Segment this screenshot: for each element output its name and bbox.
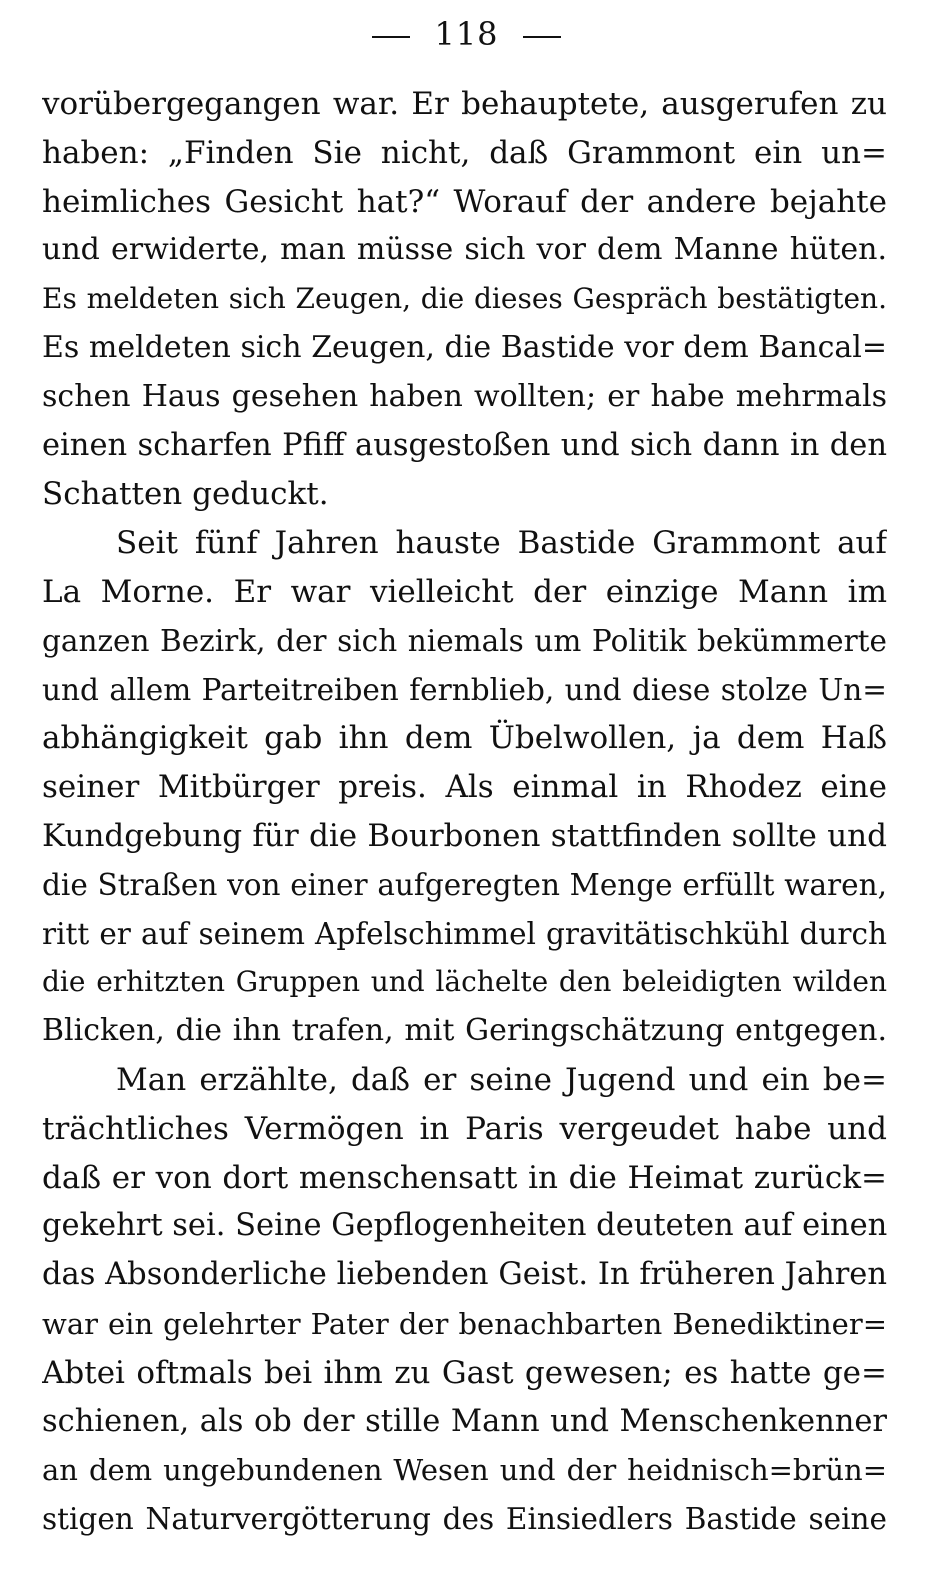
text-line: Abtei oftmals bei ihm zu Gast gewesen; es hatte ge= (42, 1354, 887, 1391)
text-line: trächtliches Vermögen in Paris vergeudet habe und (42, 1110, 887, 1147)
text-line: Blicken, die ihn trafen, mit Geringschätzung entgegen. (42, 1013, 887, 1049)
text-line: Man erzählte, daß er seine Jugend und ein be= (116, 1061, 887, 1098)
text-line: abhängigkeit gab ihn dem Übelwollen, ja dem Haß (42, 720, 887, 757)
text-line: war ein gelehrter Pater der benachbarten Benediktiner= (42, 1306, 887, 1341)
text-line: schen Haus gesehen haben wollten; er habe mehrmals (42, 378, 887, 414)
page-header (0, 14, 933, 54)
text-line: daß er von dort menschensatt in die Heimat zurück= (42, 1159, 887, 1196)
text-line: gekehrt sei. Seine Gepflogenheiten deuteten auf einen (42, 1208, 887, 1244)
text-line: und erwiderte, man müsse sich vor dem Manne hüten. (42, 232, 887, 268)
text-line: vorübergegangen war. Er behauptete, ausgerufen zu (42, 86, 887, 122)
text-line: und allem Parteitreiben fernblieb, und diese stolze Un= (42, 672, 887, 707)
text-line: haben: „Finden Sie nicht, daß Grammont ein un= (42, 134, 887, 171)
text-line: heimliches Gesicht hat?“ Worauf der andere bejahte (42, 183, 887, 220)
text-line: an dem ungebundenen Wesen und der heidnisch=brün= (42, 1453, 887, 1488)
text-line: seiner Mitbürger preis. Als einmal in Rhodez eine (42, 769, 887, 806)
text-line: die Straßen von einer aufgeregten Menge erfüllt waren, (42, 867, 887, 902)
text-line: ganzen Bezirk, der sich niemals um Politik bekümmerte (42, 623, 887, 658)
right-dash (523, 36, 561, 38)
text-line: die erhitzten Gruppen und lächelte den beleidigten wilden (42, 965, 887, 999)
page-number: 118 (434, 15, 499, 53)
text-line: Schatten geduckt. (42, 476, 329, 513)
left-dash (372, 36, 410, 38)
text-line: schienen, als ob der stille Mann und Menschenkenner (42, 1403, 887, 1439)
body-text (42, 80, 887, 1544)
text-line: Es meldeten sich Zeugen, die Bastide vor dem Bancal= (42, 329, 887, 365)
text-line: ritt er auf seinem Apfelschimmel gravitätischkühl durch (42, 916, 887, 951)
text-line: das Absonderliche liebenden Geist. In früheren Jahren (42, 1257, 887, 1293)
text-line: La Morne. Er war vielleicht der einzige Mann im (42, 573, 887, 610)
text-line: Kundgebung für die Bourbonen stattfinden sollte und (42, 817, 887, 854)
text-line: Es meldeten sich Zeugen, die dieses Gespräch bestätigten. (42, 282, 887, 316)
text-line: einen scharfen Pfiff ausgestoßen und sich dann in den (42, 427, 887, 463)
text-line: stigen Naturvergötterung des Einsiedlers Bastide seine (42, 1502, 887, 1537)
text-line: Seit fünf Jahren hauste Bastide Grammont auf (116, 525, 887, 562)
